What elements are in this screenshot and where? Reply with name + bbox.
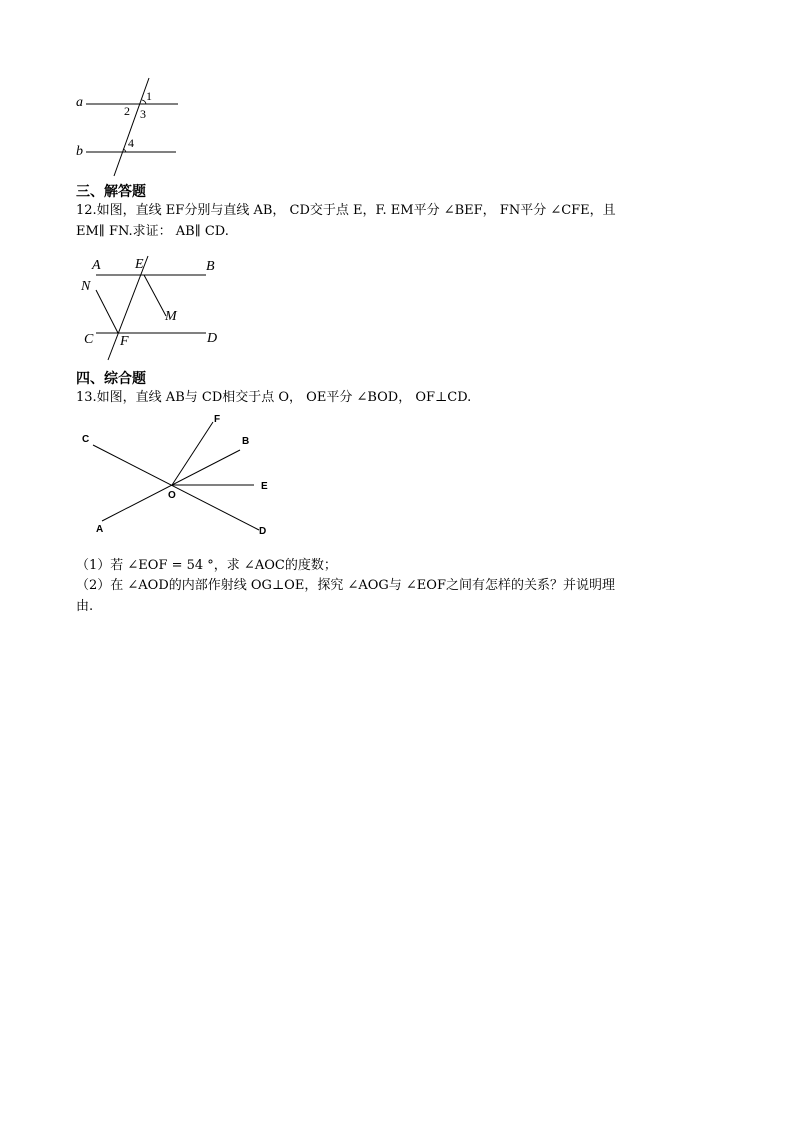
point-A-label: A xyxy=(92,258,101,273)
point-B-label: B xyxy=(242,436,250,447)
angle-2-label: 2 xyxy=(124,104,130,118)
line-a-label: a xyxy=(76,95,83,110)
ray-FN xyxy=(96,290,118,333)
angle-3-label: 3 xyxy=(140,107,146,121)
section-4-title: 四、综合题 xyxy=(76,371,146,387)
angle-1-label: 1 xyxy=(146,89,152,103)
point-C-label: C xyxy=(84,332,94,347)
point-C-label: C xyxy=(82,434,90,445)
ray-OF xyxy=(172,422,213,485)
figure3-svg xyxy=(76,410,276,540)
point-M-label: M xyxy=(165,309,177,324)
q13-line-1: 13.如图，直线 AB与 CD相交于点 O， OE平分 ∠BOD， OF⊥CD. xyxy=(76,390,472,405)
point-D-label: D xyxy=(259,526,267,537)
point-E-label: E xyxy=(135,257,144,272)
angle-4-label: 4 xyxy=(128,136,134,150)
point-F-label: F xyxy=(120,334,129,349)
point-E-label: E xyxy=(261,481,268,492)
transversal xyxy=(114,78,149,176)
q12-line-2: EM∥ FN.求证： AB∥ CD. xyxy=(76,224,229,239)
q12-line-1: 12.如图，直线 EF分别与直线 AB， CD交于点 E，F. EM平分 ∠BEF， FN平分 ∠CFE，且 xyxy=(76,203,616,218)
figure-q13 xyxy=(76,410,276,540)
line-CD xyxy=(93,445,259,530)
section-3-title: 三、解答题 xyxy=(76,184,146,200)
point-A-label: A xyxy=(96,524,104,535)
line-b-label: b xyxy=(76,144,83,159)
point-N-label: N xyxy=(81,279,91,294)
point-O-label: O xyxy=(168,490,176,501)
point-D-label: D xyxy=(207,331,218,346)
figure-parallel-lines-ab xyxy=(72,74,192,178)
ray-EM xyxy=(144,275,166,316)
q13-sub-2-line-1: （2）在 ∠AOD的内部作射线 OG⊥OE，探究 ∠AOG与 ∠EOF之间有怎样的关系？并说明理 xyxy=(76,578,615,593)
q13-sub-1: （1）若 ∠EOF = 54 °，求 ∠AOC的度数； xyxy=(76,558,337,573)
figure1-svg xyxy=(72,74,192,178)
figure-q12 xyxy=(76,254,226,354)
point-B-label: B xyxy=(206,259,215,274)
q13-sub-2-line-2: 由. xyxy=(76,599,94,614)
point-F-label: F xyxy=(214,414,221,425)
